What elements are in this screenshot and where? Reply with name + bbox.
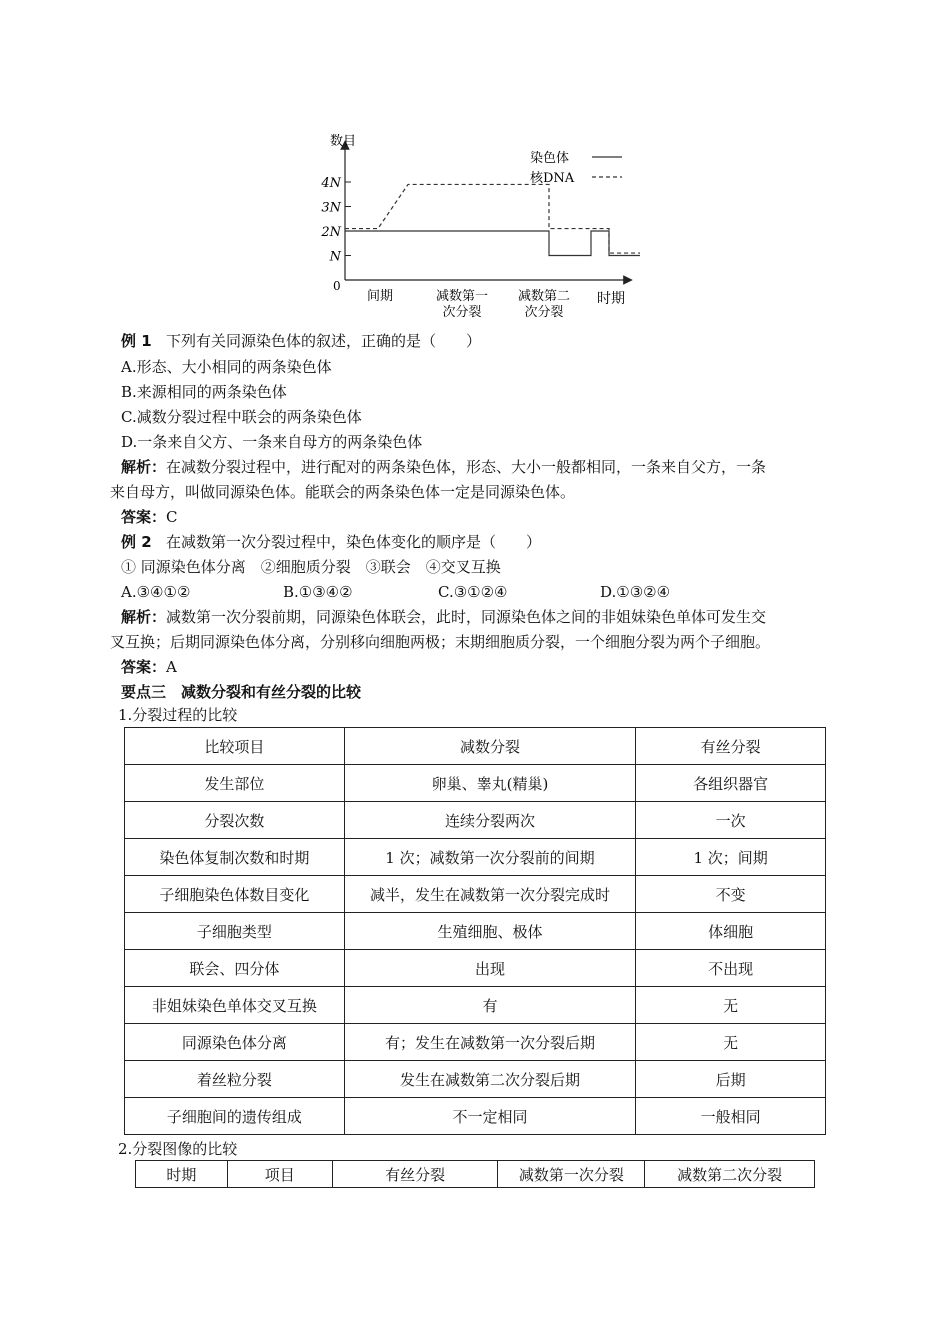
- table-row: [125, 913, 826, 950]
- series-lines: [345, 184, 640, 255]
- table-cell: 无: [636, 1024, 826, 1061]
- example2-label: 例 2: [121, 533, 152, 551]
- table-cell: 同源染色体分离: [125, 1024, 345, 1061]
- example2-option-c: C.③①②④: [438, 583, 508, 601]
- x-category-label: 次分裂: [442, 305, 482, 320]
- answer-label: 答案：: [121, 508, 167, 526]
- table-cell: 非姐妹染色单体交叉互换: [125, 987, 345, 1024]
- table-header-cell: 减数第一次分裂: [498, 1161, 645, 1188]
- table-cell: 生殖细胞、极体: [344, 913, 636, 950]
- example1-analysis: [121, 457, 766, 477]
- table-cell: 一次: [636, 802, 826, 839]
- comparison-table: [124, 727, 826, 1135]
- x-category-label: 减数第一: [435, 289, 489, 304]
- table-cell: 子细胞染色体数目变化: [125, 876, 345, 913]
- table-row: [125, 1024, 826, 1061]
- y-tick-label: 2N: [321, 225, 341, 240]
- table-cell: 有；发生在减数第一次分裂后期: [344, 1024, 636, 1061]
- table-row: [125, 987, 826, 1024]
- example1-analysis-line2: 来自母方，叫做同源染色体。能联会的两条染色体一定是同源染色体。: [110, 483, 576, 501]
- analysis-text: 在减数分裂过程中，进行配对的两条染色体，形态、大小一般都相同，一条来自父方，一条: [166, 458, 767, 476]
- example1-answer: [121, 507, 178, 527]
- table-cell: 染色体复制次数和时期: [125, 839, 345, 876]
- table-cell: 有: [344, 987, 636, 1024]
- example2-question-text: 在减数第一次分裂过程中，染色体变化的顺序是（ ）: [165, 533, 541, 551]
- example1-option-a: A.形态、大小相同的两条染色体: [121, 358, 332, 376]
- section-title: 要点三 减数分裂和有丝分裂的比较: [121, 683, 362, 701]
- table-cell: 无: [636, 987, 826, 1024]
- table-cell: 不变: [636, 876, 826, 913]
- table-row: [125, 839, 826, 876]
- table-cell: 卵巢、睾丸(精巢): [344, 765, 636, 802]
- subsection-2: 2.分裂图像的比较: [118, 1140, 238, 1158]
- example2-option-b: B.①③④②: [283, 583, 353, 601]
- table-cell: 子细胞间的遗传组成: [125, 1098, 345, 1135]
- subsection-1: 1.分裂过程的比较: [118, 706, 238, 724]
- y-axis-label: 数目: [330, 134, 357, 149]
- series-line-chromosome: [345, 231, 640, 256]
- table-cell: 发生在减数第二次分裂后期: [344, 1061, 636, 1098]
- x-axis-label: 时期: [597, 291, 625, 307]
- example1-question-text: 下列有关同源染色体的叙述，正确的是（ ）: [165, 332, 481, 350]
- table-cell: 后期: [636, 1061, 826, 1098]
- table-cell: 体细胞: [636, 913, 826, 950]
- table-row: [125, 802, 826, 839]
- example2-items: ① 同源染色体分离 ②细胞质分裂 ③联会 ④交叉互换: [121, 558, 501, 576]
- example2-option-a: A.③④①②: [121, 583, 191, 601]
- table-cell: 连续分裂两次: [344, 802, 636, 839]
- x-category-label: 间期: [366, 289, 394, 304]
- y-tick-label: 4N: [321, 176, 341, 191]
- image-comparison-table: [135, 1160, 815, 1188]
- example2-question: [121, 532, 541, 552]
- table-cell: 各组织器官: [636, 765, 826, 802]
- table-cell: 子细胞类型: [125, 913, 345, 950]
- table-cell: 减半，发生在减数第一次分裂完成时: [344, 876, 636, 913]
- example1-question: [121, 331, 481, 351]
- example2-analysis: [121, 607, 766, 627]
- table-row: [125, 1098, 826, 1135]
- y-tick-label: N: [329, 249, 341, 265]
- example2-option-d: D.①③②④: [600, 583, 671, 601]
- example1-label: 例 1: [121, 332, 152, 350]
- table-cell: 着丝粒分裂: [125, 1061, 345, 1098]
- answer-value: C: [166, 508, 178, 526]
- table-row: [125, 765, 826, 802]
- table-cell: 发生部位: [125, 765, 345, 802]
- example2-answer: [121, 657, 177, 677]
- table-cell: 一般相同: [636, 1098, 826, 1135]
- analysis-text: 减数第一次分裂前期，同源染色体联会，此时，同源染色体之间的非姐妹染色单体可发生交: [166, 608, 767, 626]
- table-row: [125, 950, 826, 987]
- table-cell: 分裂次数: [125, 802, 345, 839]
- example1-option-d: D.一条来自父方、一条来自母方的两条染色体: [121, 433, 423, 451]
- example2-analysis-line2: 叉互换；后期同源染色体分离，分别移向细胞两极；末期细胞质分裂，一个细胞分裂为两个子细胞。: [110, 633, 771, 651]
- x-categories: [367, 288, 570, 320]
- table-cell: 1 次；减数第一次分裂前的间期: [344, 839, 636, 876]
- legend-label: 核DNA: [530, 171, 575, 186]
- table-cell: 不一定相同: [344, 1098, 636, 1135]
- table-header-cell: 时期: [136, 1161, 228, 1188]
- table-header-cell: 项目: [227, 1161, 332, 1188]
- answer-value: A: [166, 658, 177, 676]
- table-row: [125, 876, 826, 913]
- origin-label: 0: [333, 279, 341, 293]
- table-header-cell: 减数第二次分裂: [645, 1161, 815, 1188]
- analysis-label: 解析：: [121, 608, 167, 626]
- table-header-row: [136, 1161, 815, 1188]
- y-ticks: [320, 176, 351, 265]
- x-category-label: 次分裂: [524, 305, 564, 320]
- table-cell: 1 次；间期: [636, 839, 826, 876]
- table-row: [125, 1061, 826, 1098]
- table-header-cell: 比较项目: [125, 728, 345, 765]
- analysis-label: 解析：: [121, 458, 167, 476]
- series-line-dna: [345, 184, 640, 253]
- table-header-cell: 有丝分裂: [636, 728, 826, 765]
- y-tick-label: 3N: [321, 200, 341, 216]
- table-cell: 出现: [344, 950, 636, 987]
- answer-label: 答案：: [121, 658, 167, 676]
- table-cell: 联会、四分体: [125, 950, 345, 987]
- example1-option-c: C.减数分裂过程中联会的两条染色体: [121, 408, 362, 426]
- table-header-cell: 有丝分裂: [332, 1161, 498, 1188]
- example1-option-b: B.来源相同的两条染色体: [121, 383, 287, 401]
- legend: [530, 150, 622, 186]
- legend-label: 染色体: [530, 151, 570, 166]
- chromosome-dna-chart: [300, 125, 640, 320]
- x-category-label: 减数第二: [517, 289, 571, 304]
- table-header-row: [125, 728, 826, 765]
- table-header-cell: 减数分裂: [344, 728, 636, 765]
- table-cell: 不出现: [636, 950, 826, 987]
